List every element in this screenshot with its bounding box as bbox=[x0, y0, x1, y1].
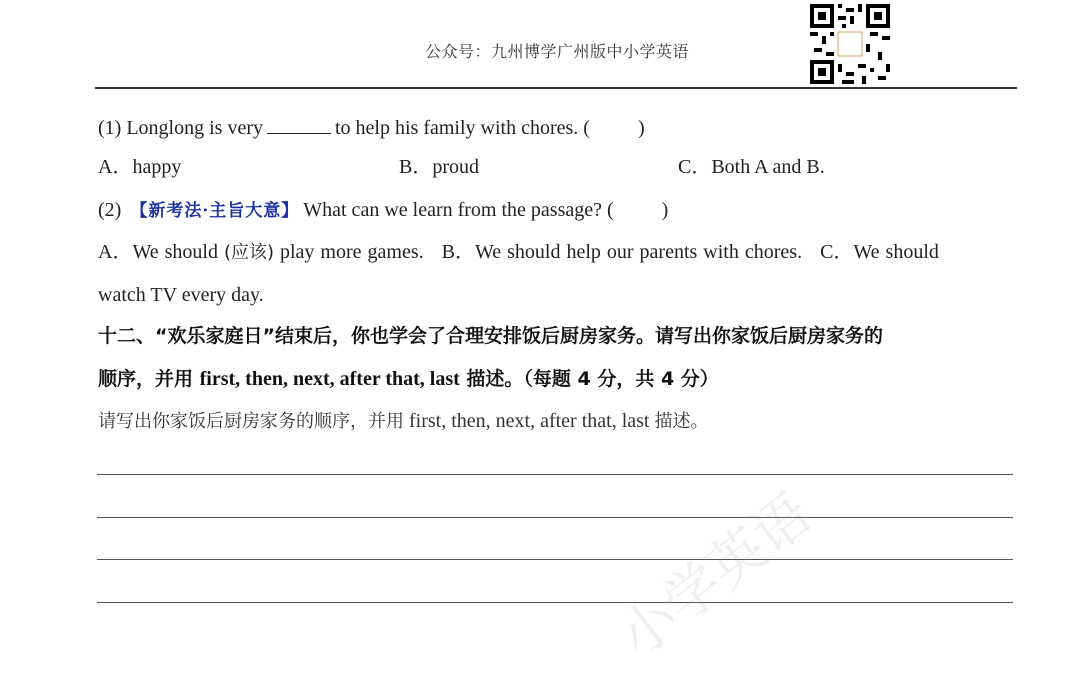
answer-line[interactable] bbox=[97, 517, 1013, 518]
section-12-heading: 十二、“欢乐家庭日”结束后，你也学会了合理安排饭后厨房家务。请写出你家饭后厨房家务的 bbox=[98, 325, 883, 347]
heading-score: 描述。（每题 4 分，共 4 分） bbox=[466, 368, 719, 390]
q2-options-continued: watch TV every day. bbox=[98, 284, 264, 306]
q1-option-c bbox=[678, 157, 825, 177]
option-text: We should help our parents with chores. bbox=[474, 241, 803, 263]
qr-code bbox=[810, 4, 890, 84]
option-letter: C． bbox=[820, 241, 854, 263]
option-text: proud bbox=[432, 156, 480, 178]
heading-text: 顺序，并用 bbox=[98, 368, 194, 390]
option-text: We should bbox=[132, 241, 218, 263]
paren-close: ) bbox=[637, 117, 645, 139]
q1-option-b bbox=[399, 157, 479, 177]
section-12-instruction bbox=[98, 411, 708, 431]
option-letter: C． bbox=[678, 156, 712, 178]
option-letter: B． bbox=[441, 241, 475, 263]
page-header-title: 公众号：九州博学广州版中小学英语 bbox=[425, 42, 690, 61]
section-12-heading-cont bbox=[98, 369, 719, 389]
q1-option-a bbox=[98, 157, 181, 177]
instruction-keywords: first, then, next, after that, last bbox=[409, 410, 650, 432]
new-exam-tag: 【新考法·主旨大意】 bbox=[130, 201, 300, 221]
instruction-text: 请写出你家饭后厨房家务的顺序，并用 bbox=[98, 411, 404, 432]
option-letter: A． bbox=[98, 241, 133, 263]
question-2-number: (2) bbox=[98, 199, 122, 221]
option-text: We should bbox=[853, 241, 939, 263]
heading-keywords: first, then, next, after that, last bbox=[199, 368, 460, 390]
answer-line[interactable] bbox=[97, 474, 1013, 475]
question-1-text-before: Longlong is very bbox=[126, 117, 263, 139]
answer-line[interactable] bbox=[97, 559, 1013, 560]
watermark: 小学英语 bbox=[607, 481, 824, 671]
question-2 bbox=[98, 200, 668, 220]
option-text: Both A and B. bbox=[711, 156, 825, 178]
question-2-text: What can we learn from the passage? ( bbox=[303, 199, 614, 221]
paren-close: ) bbox=[661, 199, 669, 221]
answer-line[interactable] bbox=[97, 602, 1013, 603]
option-text: play more games. bbox=[280, 241, 424, 263]
answer-blank[interactable] bbox=[267, 115, 331, 134]
question-1 bbox=[98, 115, 645, 138]
option-letter: B． bbox=[399, 156, 433, 178]
instruction-text: 描述。 bbox=[654, 411, 709, 432]
header-divider bbox=[95, 87, 1017, 89]
question-1-number: (1) bbox=[98, 117, 122, 139]
option-letter: A． bbox=[98, 156, 133, 178]
option-text: happy bbox=[132, 156, 182, 178]
q2-options-line bbox=[98, 242, 939, 262]
question-1-text-after: to help his family with chores. ( bbox=[334, 117, 590, 139]
chinese-gloss: (应该) bbox=[223, 242, 274, 263]
